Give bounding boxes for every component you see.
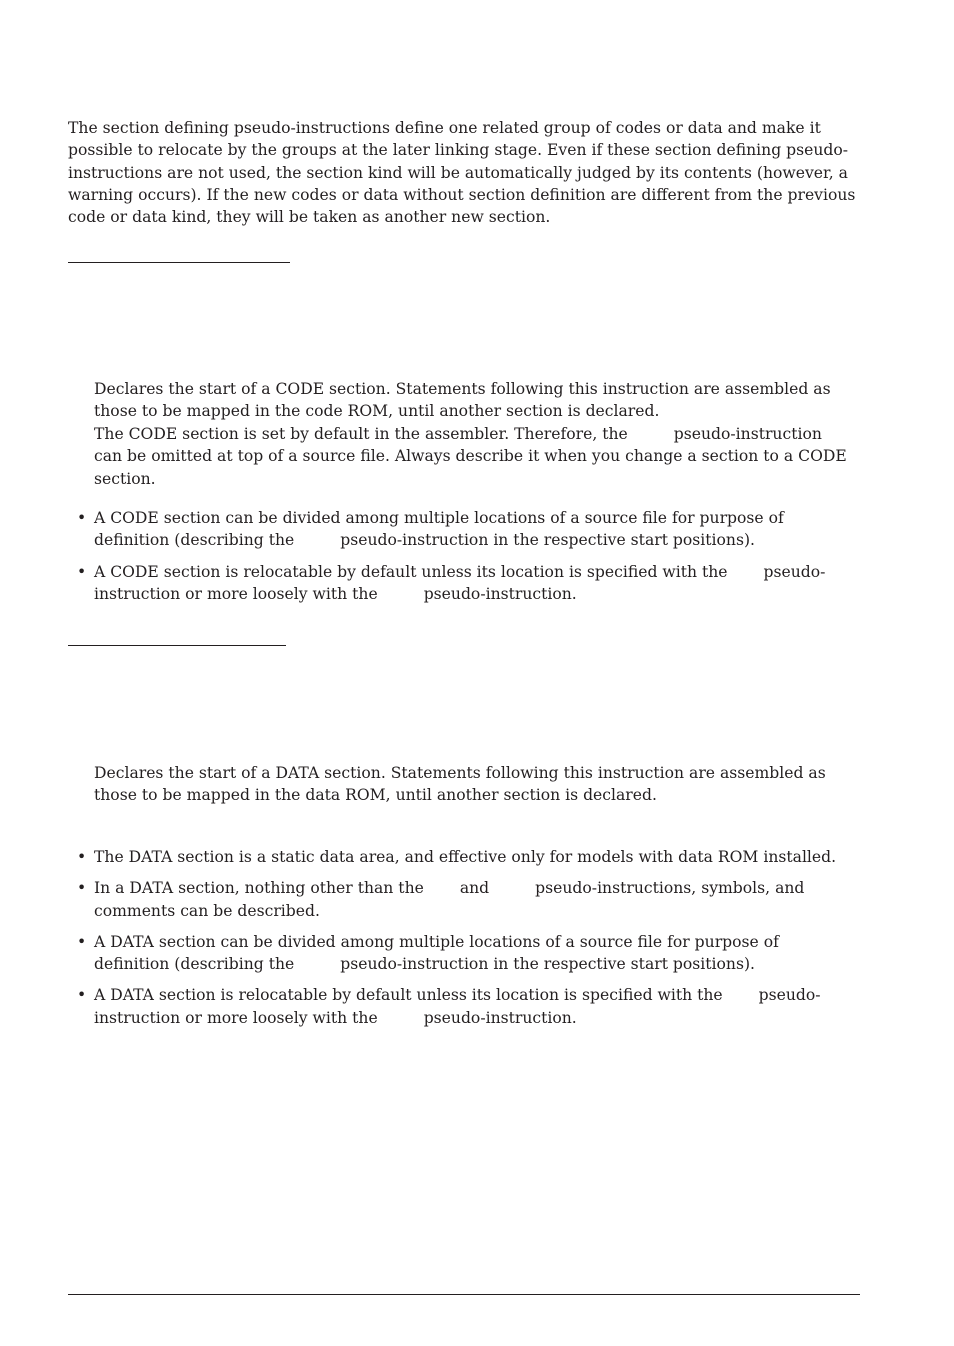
data-function-paragraph: Declares the start of a DATA section. Statements following this instruction are assembled as those to be mapped in the data ROM, until another section is declared. xyxy=(94,764,826,805)
code-section-heading-rule xyxy=(68,262,290,263)
list-item: • The DATA section is a static data area, and effective only for models with data ROM installed. xyxy=(74,846,854,868)
list-item: • A DATA section is relocatable by default unless its location is specified with the pseudo-instruction or more loosely with the pseudo-instruction. xyxy=(77,986,821,1027)
bullet-icon: • xyxy=(77,562,87,581)
bullet-icon: • xyxy=(77,848,87,866)
list-item: • A DATA section can be divided among multiple locations of a source file for purpose of definition (describing the pseudo-instruction in the respective start positions). xyxy=(77,932,779,974)
list-item: • A CODE section is relocatable by default unless its location is specified with the pseudo-instruction or more loosely with the pseudo-instruction. xyxy=(77,562,826,603)
footer-rule xyxy=(68,1294,860,1295)
code-function-text-a: The CODE section is set by default in the assembler. Therefore, the xyxy=(94,425,628,443)
data-notes-list xyxy=(74,846,854,1038)
code-function-paragraph-1: Declares the start of a CODE section. Statements following this instruction are assembled as those to be mapped in the code ROM, until another section is declared. xyxy=(94,380,831,421)
bullet-icon: • xyxy=(77,879,87,898)
code-function-paragraph-2 xyxy=(94,423,854,490)
bullet-icon: • xyxy=(77,986,87,1005)
bullet-icon: • xyxy=(77,509,87,527)
code-function-text-b: pseudo-instruction can be omitted at top of a source file. Always describe it when you change a section to a CODE section. xyxy=(94,425,847,488)
bullet-icon: • xyxy=(77,932,87,951)
code-notes-list xyxy=(74,507,854,614)
list-item: • In a DATA section, nothing other than the and pseudo-instructions, symbols, and comments can be described. xyxy=(77,879,805,920)
intro-paragraph: The section defining pseudo-instructions define one related group of codes or data and make it possible to relocate by the groups at the later linking stage. Even if these section defining pseudo-instructions are not used, the section kind will be automatically judged by its contents (however, a warning occurs). If the new codes or data without section definition are different from the previous code or data kind, they will be taken as another new section. xyxy=(68,119,856,227)
list-item: • A CODE section can be divided among multiple locations of a source file for purpose of definition (describing the pseudo-instruction in the respective start positions). xyxy=(77,509,784,550)
data-section-heading-rule xyxy=(68,645,286,646)
